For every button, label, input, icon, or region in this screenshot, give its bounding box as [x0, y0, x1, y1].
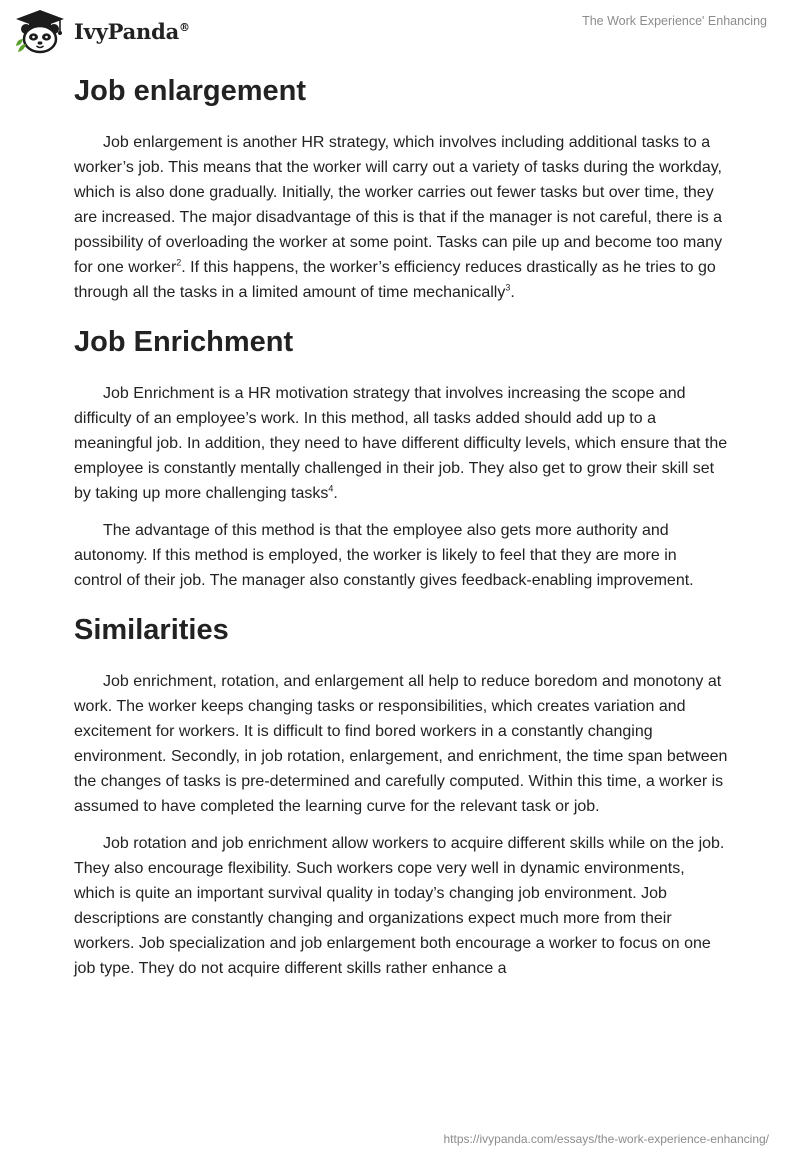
registered-mark: ®: [179, 20, 190, 34]
paragraph: The advantage of this method is that the employee also gets more authority and autonomy. If this method is employed, the worker is likely to feel that they are more in control of their job. The manager also constantly gives feedback-enabling improvement.: [74, 522, 694, 589]
essay-body: [74, 72, 729, 999]
brand-logo[interactable]: [14, 8, 190, 54]
section-job-enlargement: [74, 72, 729, 305]
footnote-ref[interactable]: 2: [176, 257, 182, 268]
section-heading: Similarities: [74, 614, 229, 646]
section-heading: Job Enrichment: [74, 326, 294, 358]
footnote-ref[interactable]: 4: [328, 483, 334, 494]
paragraph: Job rotation and job enrichment allow workers to acquire different skills while on the job. They also encourage flexibility. Such workers cope very well in dynamic environments, which is quite an important survival quality in today’s changing job environment. Job descriptions are constantly changing and organizations expect much more from their workers. Job specialization and job enlargement both encourage a worker to focus on one job type. They do not acquire different skills rather enhance a: [74, 835, 725, 977]
section-job-enrichment: [74, 323, 729, 593]
paragraph: Job enrichment, rotation, and enlargement all help to reduce boredom and monotony at work. The worker keeps changing tasks or responsibilities, which creates variation and excitement for workers. It is difficult to find bored workers in a constantly changing environment. Secondly, in job rotation, enlargement, and enrichment, the time span between the changes of tasks is pre-determined and carefully computed. Within this time, a worker is assumed to have completed the learning curve for the relevant task or job.: [74, 673, 728, 815]
section-similarities: [74, 611, 729, 981]
panda-graduate-icon: [14, 8, 66, 54]
paragraph: Job Enrichment is a HR motivation strategy that involves increasing the scope and difficulty of an employee’s work. In this method, all tasks added should add up to a meaningful job. In addition, they need to have different difficulty levels, which ensure that the employee is constantly mentally challenged in their job. They also get to grow their skill set by taking up more challenging tasks$^4$.: [74, 385, 728, 502]
footnote-ref[interactable]: 3: [505, 282, 511, 293]
brand-name: IvyPanda®: [74, 18, 190, 44]
source-url[interactable]: https://ivypanda.com/essays/the-work-experience-enhancing/: [443, 1132, 769, 1146]
section-heading: Job enlargement: [74, 75, 307, 107]
paragraph: Job enlargement is another HR strategy, which involves including additional tasks to a worker’s job. This means that the worker will carry out a variety of tasks during the workday, which is also done gradually. Initially, the worker carries out fewer tasks but over time, they are increased. The major disadvantage of this is that if the manager is not careful, there is a possibility of overloading the worker at some point. Tasks can pile up and become too many for one worker$^2$. If this happens, the worker’s efficiency reduces drastically as he tries to go through all the tasks in a limited amount of time mechanically$^3$.: [74, 134, 723, 301]
running-title: The Work Experience' Enhancing: [582, 14, 767, 28]
